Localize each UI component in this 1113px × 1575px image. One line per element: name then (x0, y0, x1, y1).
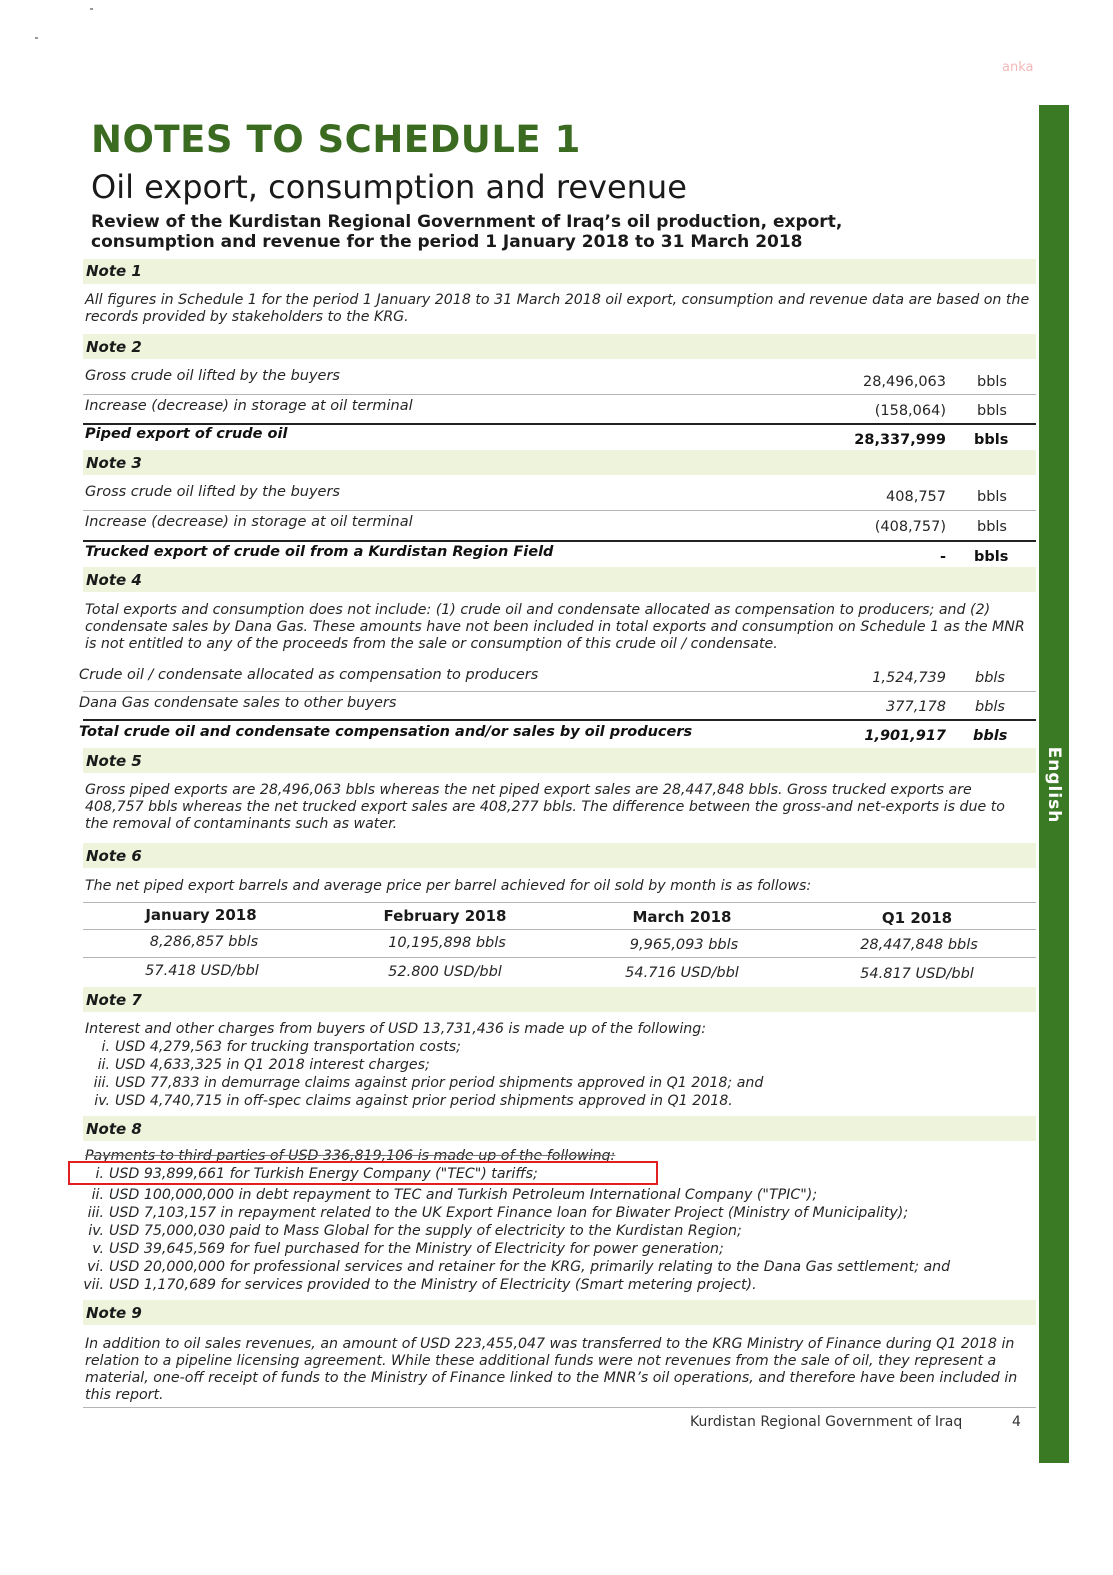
note-band (83, 567, 1036, 592)
highlight-box (68, 1161, 658, 1185)
note-2-label: Note 2 (86, 338, 142, 356)
note-7-list-item: iv. USD 4,740,715 in off-spec claims against prior period shipments approved in Q1 2018. (94, 1093, 733, 1109)
note-1-text: All figures in Schedule 1 for the period 1 January 2018 to 31 March 2018 oil export, consumption and revenue data are based on the records provided by stakeholders to the KRG. (85, 292, 1030, 325)
note-7-intro: Interest and other charges from buyers of USD 13,731,436 is made up of the following: (85, 1021, 707, 1037)
note-9-text: In addition to oil sales revenues, an amount of USD 223,455,047 was transferred to the KRG Ministry of Finance during Q1 2018 in relation to a pipeline licensing agreement. While these additional funds were not revenues from the sale of oil, they represent a material, one-off receipt of funds to the Ministry of Finance linked to the MNR’s oil operations, and therefore have been included in this report. (85, 1336, 1018, 1403)
note-3-total-value: - (939, 549, 946, 565)
row-divider (83, 394, 1036, 395)
note-8-intro: Payments to third parties of USD 336,819,106 is made up of the following: (85, 1148, 616, 1164)
note-2-row-value: (158,064) (874, 403, 946, 419)
note-4-row-label: Dana Gas condensate sales to other buyers (79, 695, 397, 711)
note-4-row-unit: bbls (975, 699, 1005, 715)
month-header: Q1 2018 (881, 909, 953, 927)
page-number: 4 (1012, 1414, 1021, 1430)
note-band (83, 843, 1036, 868)
note-2-total-label: Piped export of crude oil (85, 426, 288, 442)
note-3-row-label: Gross crude oil lifted by the buyers (85, 484, 340, 500)
review-heading: Review of the Kurdistan Regional Government of Iraq’s oil production, export, consumption and revenue for the period 1 January 2018 to 31 March 2018 (91, 212, 843, 252)
note-4-row-unit: bbls (975, 670, 1005, 686)
note-8-list-item: v. USD 39,645,569 for fuel purchased for the Ministry of Electricity for power generation; (92, 1241, 724, 1257)
note-2-total-value: 28,337,999 (854, 432, 946, 448)
note-3-total-unit: bbls (974, 549, 1009, 565)
note-2-row-label: Increase (decrease) in storage at oil terminal (85, 398, 413, 414)
note-2-total-unit: bbls (974, 432, 1009, 448)
note-2-row-unit: bbls (977, 374, 1007, 390)
note-band (83, 1300, 1036, 1325)
note-3-label: Note 3 (86, 454, 142, 472)
barrels-cell: 28,447,848 bbls (860, 937, 978, 953)
note-1-label: Note 1 (86, 262, 142, 280)
note-7-list-item: ii. USD 4,633,325 in Q1 2018 interest charges; (97, 1057, 430, 1073)
row-divider (83, 691, 1036, 692)
note-2-row-value: 28,496,063 (862, 374, 946, 390)
note-3-row-label: Increase (decrease) in storage at oil terminal (85, 514, 413, 530)
note-4-row-value: 377,178 (886, 699, 946, 715)
side-language-label: English (1044, 746, 1064, 824)
note-band (83, 1116, 1036, 1141)
note-band (83, 450, 1036, 475)
note-4-label: Note 4 (86, 571, 142, 589)
table-divider (83, 929, 1036, 930)
note-8-list-item: vi. USD 20,000,000 for professional services and retainer for the KRG, primarily relating to the Dana Gas settlement; and (87, 1259, 951, 1275)
month-header: February 2018 (383, 907, 507, 925)
barrels-cell: 9,965,093 bbls (629, 937, 739, 953)
note-4-text: Total exports and consumption does not include: (1) crude oil and condensate allocated as compensation to producers; and (2) condensate sales by Dana Gas. These amounts have not been included in total exports and consumption on Schedule 1 as the MNR is not entitled to any of the proceeds from the sale or consumption of this crude oil / condensate. (85, 602, 1025, 652)
watermark: anka (1002, 60, 1034, 75)
page-title: NOTES TO SCHEDULE 1 (91, 118, 581, 161)
footer-divider (83, 1407, 1036, 1408)
note-4-row-value: 1,524,739 (872, 670, 946, 686)
note-8-label: Note 8 (86, 1120, 142, 1138)
total-divider (83, 423, 1036, 425)
page-subtitle: Oil export, consumption and revenue (91, 168, 687, 206)
footer-org: Kurdistan Regional Government of Iraq (690, 1414, 963, 1430)
note-8-list-item: vii. USD 1,170,689 for services provided to the Ministry of Electricity (Smart metering project). (83, 1277, 757, 1293)
note-3-row-value: 408,757 (886, 489, 946, 505)
note-2-row-unit: bbls (977, 403, 1007, 419)
note-3-total-label: Trucked export of crude oil from a Kurdistan Region Field (85, 544, 554, 560)
price-cell: 54.716 USD/bbl (625, 965, 739, 981)
barrels-cell: 8,286,857 bbls (149, 934, 259, 950)
note-3-row-unit: bbls (977, 489, 1007, 505)
note-9-label: Note 9 (86, 1304, 142, 1322)
note-7-label: Note 7 (86, 991, 142, 1009)
price-cell: 54.817 USD/bbl (860, 966, 974, 982)
note-band (83, 987, 1036, 1012)
scan-speck (35, 37, 38, 39)
month-header: March 2018 (632, 908, 732, 926)
note-band (83, 748, 1036, 773)
total-divider (83, 540, 1036, 542)
note-2-row-label: Gross crude oil lifted by the buyers (85, 368, 340, 384)
table-divider (83, 957, 1036, 958)
price-cell: 57.418 USD/bbl (145, 963, 259, 979)
note-8-list-item: i. USD 93,899,661 for Turkish Energy Company ("TEC") tariffs; (95, 1166, 538, 1182)
scan-speck (90, 8, 93, 10)
note-5-label: Note 5 (86, 752, 142, 770)
note-7-list-item: iii. USD 77,833 in demurrage claims against prior period shipments approved in Q1 2018; and (93, 1075, 764, 1091)
note-4-total-label: Total crude oil and condensate compensation and/or sales by oil producers (79, 724, 693, 740)
month-header: January 2018 (145, 906, 257, 924)
note-6-text: The net piped export barrels and average price per barrel achieved for oil sold by month is as follows: (85, 878, 812, 894)
note-5-text: Gross piped exports are 28,496,063 bbls whereas the net piped export sales are 28,447,848 bbls. Gross trucked exports are 408,757 bbls whereas the net trucked export sales are 408,277 bbls. The difference between the gross-and net-exports is due to the removal of contaminants such as water. (85, 782, 1005, 832)
table-divider (83, 902, 1036, 903)
note-4-row-label: Crude oil / condensate allocated as compensation to producers (79, 667, 539, 683)
note-3-row-value: (408,757) (874, 519, 946, 535)
note-6-label: Note 6 (86, 847, 142, 865)
row-divider (83, 510, 1036, 511)
note-3-row-unit: bbls (977, 519, 1007, 535)
note-band (83, 259, 1036, 284)
price-cell: 52.800 USD/bbl (388, 964, 502, 980)
barrels-cell: 10,195,898 bbls (388, 935, 506, 951)
note-band (83, 334, 1036, 359)
note-8-list-item: iv. USD 75,000,030 paid to Mass Global for the supply of electricity to the Kurdistan Region; (88, 1223, 742, 1239)
note-4-total-unit: bbls (973, 728, 1008, 744)
note-4-total-value: 1,901,917 (864, 728, 946, 744)
note-8-list-item: iii. USD 7,103,157 in repayment related to the UK Export Finance loan for Biwater Project (Ministry of Municipality); (87, 1205, 909, 1221)
total-divider (83, 719, 1036, 721)
note-8-list-item: ii. USD 100,000,000 in debt repayment to TEC and Turkish Petroleum International Company ("TPIC"); (91, 1187, 818, 1203)
note-7-list-item: i. USD 4,279,563 for trucking transportation costs; (101, 1039, 461, 1055)
